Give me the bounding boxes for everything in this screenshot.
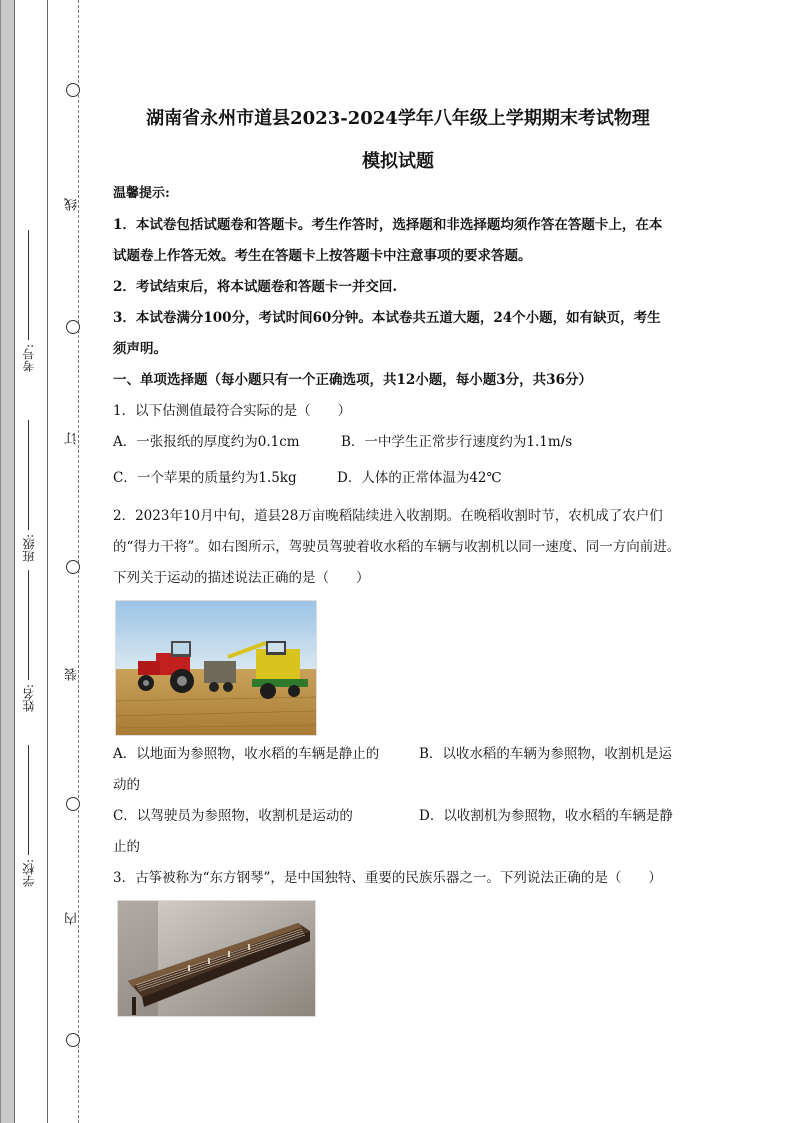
school-line xyxy=(28,745,30,855)
binding-char-inside: 内 xyxy=(65,912,80,925)
name-label: 姓名: xyxy=(22,684,36,713)
page-subtitle: 模拟试题 xyxy=(362,151,434,172)
page-title: 湖南省永州市道县2023-2024学年八年级上学期期末考试物理 xyxy=(146,108,650,129)
tip-3-line-2: 须声明。 xyxy=(113,341,167,357)
q2-option-d-line-1: D．以收割机为参照物，收水稻的车辆是静 xyxy=(419,808,673,824)
q2-stem-line-2: 的“得力干将”。如右图所示，驾驶员驾驶着收水稻的车辆与收割机以同一速度、同一方向前进。 xyxy=(113,539,681,555)
exam-number-label: 考号: xyxy=(22,344,36,373)
name-line xyxy=(28,570,30,680)
binding-hole xyxy=(66,560,80,574)
school-label: 学校: xyxy=(22,859,36,888)
binding-char-order: 订 xyxy=(65,432,80,445)
binding-char-install: 装 xyxy=(65,668,80,681)
binding-hole xyxy=(66,1033,80,1047)
q3-stem: 3．古筝被称为“东方钢琴”，是中国独特、重要的民族乐器之一。下列说法正确的是（ ） xyxy=(113,870,662,886)
q1-stem: 1．以下估测值最符合实际的是（ ） xyxy=(113,403,352,419)
binding-hole xyxy=(66,797,80,811)
q1-option-b: B．一中学生正常步行速度约为1.1m/s xyxy=(341,434,573,450)
q2-option-a: A．以地面为参照物，收水稻的车辆是静止的 xyxy=(113,746,380,762)
name-field[interactable] xyxy=(20,570,37,712)
q2-option-c: C．以驾驶员为参照物，收割机是运动的 xyxy=(113,808,353,824)
tips-heading: 温馨提示: xyxy=(113,186,170,201)
tip-2: 2．考试结束后，将本试题卷和答题卡一并交回. xyxy=(113,279,398,295)
binding-hole xyxy=(66,83,80,97)
guzheng-photo xyxy=(117,900,316,1017)
q1-option-c: C．一个苹果的质量约为1.5kg xyxy=(113,470,297,486)
q2-stem-line-3: 下列关于运动的描述说法正确的是（ ） xyxy=(113,570,370,586)
q2-option-d-line-2: 止的 xyxy=(113,839,140,855)
school-field[interactable] xyxy=(20,745,37,887)
q1-option-a: A．一张报纸的厚度约为0.1cm xyxy=(113,434,300,450)
tip-3-line-1: 3．本试卷满分100分，考试时间60分钟。本试卷共五道大题，24个小题，如有缺页，考生 xyxy=(113,310,661,326)
class-label: 班级: xyxy=(22,534,36,563)
q1-option-d: D．人体的正常体温为42℃ xyxy=(337,470,502,486)
q2-stem-line-1: 2．2023年10月中旬，道县28万亩晚稻陆续进入收割期。在晚稻收割时节，农机成了农户们 xyxy=(113,508,663,524)
section-heading: 一、单项选择题（每小题只有一个正确选项，共12小题，每小题3分，共36分） xyxy=(113,372,592,388)
class-line xyxy=(28,420,30,530)
tip-1-line-2: 试题卷上作答无效。考生在答题卡上按答题卡中注意事项的要求答题。 xyxy=(113,248,532,264)
exam-number-line xyxy=(28,230,30,340)
exam-number-field[interactable] xyxy=(20,230,37,372)
binding-char-line: 线 xyxy=(65,198,80,211)
q2-option-b-line-2: 动的 xyxy=(113,777,140,793)
class-field[interactable] xyxy=(20,420,37,562)
harvester-illustration xyxy=(116,601,316,735)
q2-option-b-line-1: B．以收水稻的车辆为参照物，收割机是运 xyxy=(419,746,672,762)
harvester-photo xyxy=(115,600,317,736)
binding-hole xyxy=(66,320,80,334)
tip-1-line-1: 1．本试卷包括试题卷和答题卡。考生作答时，选择题和非选择题均须作答在答题卡上，在本 xyxy=(113,217,663,233)
guzheng-illustration xyxy=(118,901,315,1016)
